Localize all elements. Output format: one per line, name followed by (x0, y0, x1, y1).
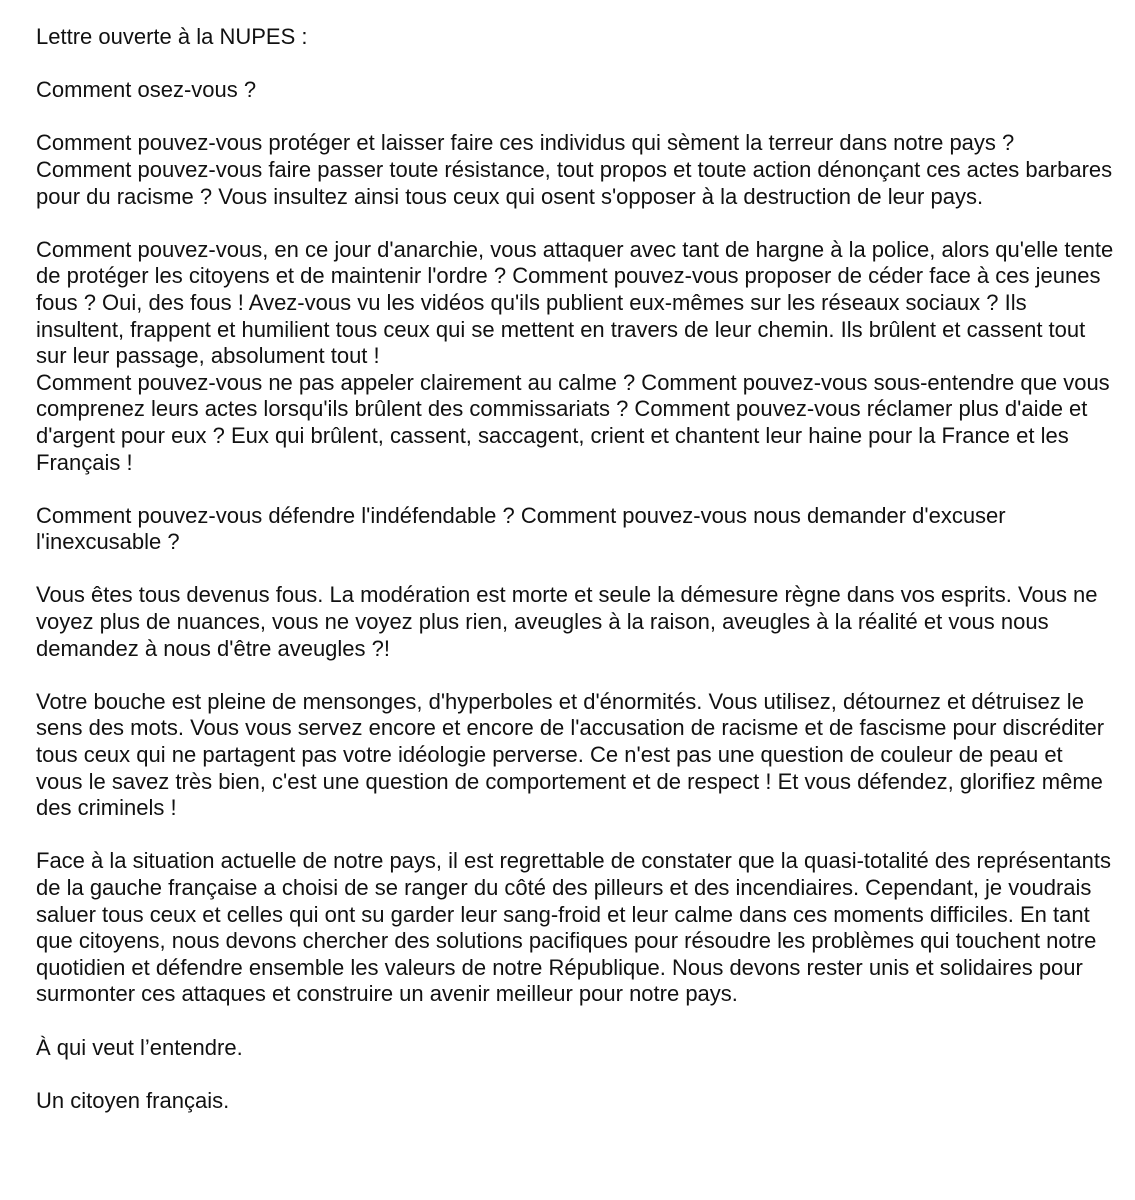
letter-paragraph-2-part-1: Comment pouvez-vous, en ce jour d'anarchie, vous attaquer avec tant de hargne à la police, alors qu'elle tente de protéger les citoyens et de maintenir l'ordre ? Comment pouvez-vous proposer de céder face à ces jeunes fous ? Oui, des fous ! Avez-vous vu les vidéos qu'ils publient eux-mêmes sur les réseaux sociaux ? Ils insultent, frappent et humilient tous ceux qui se mettent en travers de leur chemin. Ils brûlent et cassent tout sur leur passage, absolument tout ! (36, 236, 1114, 369)
letter-paragraph-5: Votre bouche est pleine de mensonges, d'hyperboles et d'énormités. Vous utilisez, détournez et détruisez le sens des mots. Vous vous servez encore et encore de l'accusation de racisme et de fascisme pour discréditer tous ceux qui ne partagent pas votre idéologie perverse. Ce n'est pas une question de couleur de peau et vous le savez très bien, c'est une question de comportement et de respect ! Et vous défendez, glorifiez même des criminels ! (36, 688, 1105, 821)
letter-heading: Lettre ouverte à la NUPES : (36, 24, 308, 49)
letter-signature: Un citoyen français. (36, 1087, 230, 1113)
letter-paragraph-3: Comment pouvez-vous défendre l'indéfendable ? Comment pouvez-vous nous demander d'excuser l'inexcusable ? (36, 502, 1006, 555)
letter-opening: Comment osez-vous ? (36, 77, 257, 103)
letter-paragraph-2-part-2: Comment pouvez-vous ne pas appeler clairement au calme ? Comment pouvez-vous sous-entendre que vous comprenez leurs actes lorsqu'ils brûlent des commissariats ? Comment pouvez-vous réclamer plus d'aide et d'argent pour eux ? Eux qui brûlent, cassent, saccagent, crient et chantent leur haine pour la France et les Français ! (36, 369, 1110, 475)
letter-paragraph-2 (36, 237, 1115, 476)
letter-closing: À qui veut l’entendre. (36, 1034, 243, 1060)
letter-paragraph-4: Vous êtes tous devenus fous. La modération est morte et seule la démesure règne dans vos esprits. Vous ne voyez plus de nuances, vous ne voyez plus rien, aveugles à la raison, aveugles à la réalité et vous nous demandez à nous d'être aveugles ?! (36, 582, 1098, 661)
letter-paragraph-6: Face à la situation actuelle de notre pays, il est regrettable de constater que la quasi-totalité des représentants de la gauche française a choisi de se ranger du côté des pilleurs et des incendiaires. Cependant, je voudrais saluer tous ceux et celles qui ont su garder leur sang-froid et leur calme dans ces moments difficiles. En tant que citoyens, nous devons chercher des solutions pacifiques pour résoudre les problèmes qui touchent notre quotidien et défendre ensemble les valeurs de notre République. Nous devons rester unis et solidaires pour surmonter ces attaques et construire un avenir meilleur pour notre pays. (36, 848, 1111, 1007)
letter-paragraph-1: Comment pouvez-vous protéger et laisser faire ces individus qui sèment la terreur dans notre pays ? Comment pouvez-vous faire passer toute résistance, tout propos et toute action dénonçant ces actes barbares pour du racisme ? Vous insultez ainsi tous ceux qui osent s'opposer à la destruction de leur pays. (36, 130, 1113, 209)
